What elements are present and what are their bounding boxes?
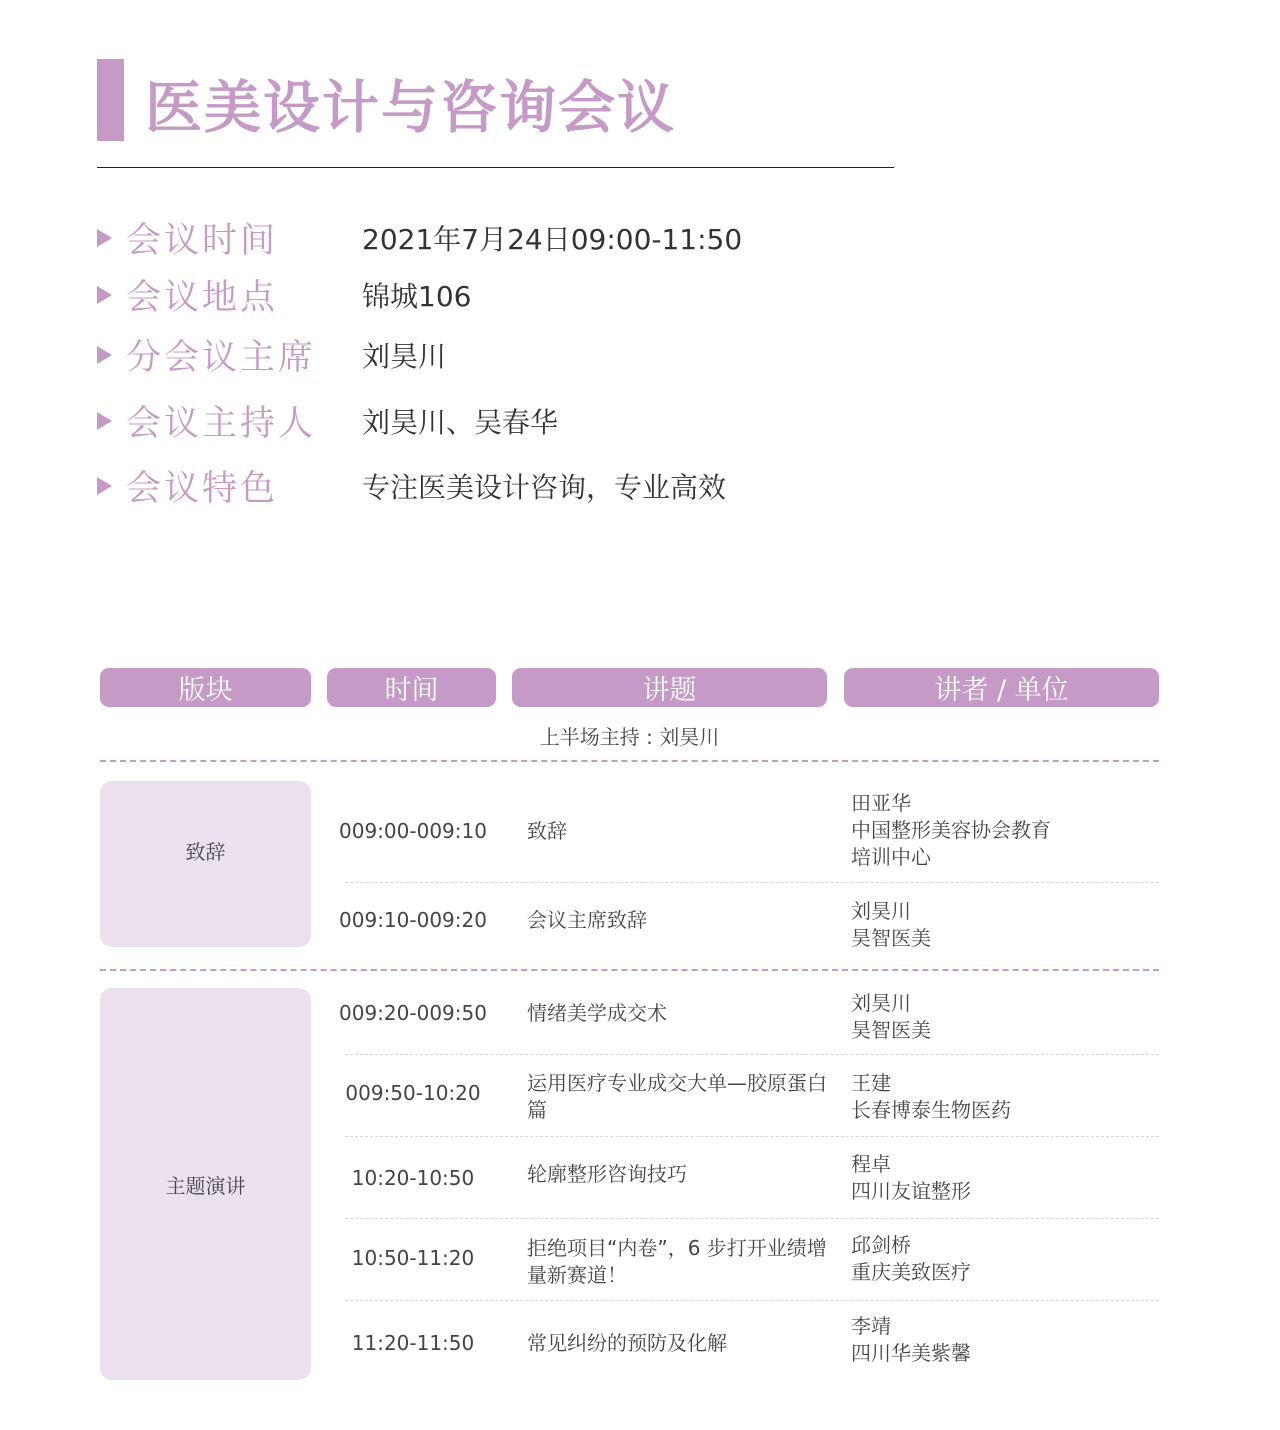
speaker-name: 刘昊川 [851,899,911,923]
triangle-bullet-icon [97,346,112,364]
block-name: 致辞 [185,839,226,864]
speaker-org: 四川华美紫馨 [851,1341,971,1365]
section-divider [100,760,1159,762]
row-speaker [851,790,1151,871]
title-divider [97,167,894,168]
info-label: 会议主持人 [126,404,317,444]
row-topic: 情绪美学成交术 [527,1001,667,1025]
info-label: 分会议主席 [126,338,317,378]
row-topic: 运用医疗专业成交大单—胶原蛋白篇 [527,1071,827,1122]
info-value: 专注医美设计咨询，专业高效 [362,471,727,504]
info-row-feature [97,461,726,511]
row-speaker [851,990,1151,1044]
info-value: 刘昊川 [362,340,447,373]
triangle-bullet-icon [97,477,112,495]
row-speaker [851,1232,1151,1286]
row-divider [345,1300,1159,1301]
header-speaker: 讲者 / 单位 [844,668,1159,707]
row-time: 009:50-10:20 [345,1081,481,1105]
speaker-name: 邱剑桥 [851,1233,911,1257]
block-label [100,988,311,1380]
row-topic: 致辞 [527,819,567,843]
header-topic: 讲题 [512,668,827,707]
row-time: 009:00-009:10 [339,819,487,843]
speaker-org: 培训中心 [851,845,931,869]
speaker-org: 长春博泰生物医药 [851,1098,1011,1122]
row-divider [345,882,1159,883]
triangle-bullet-icon [97,229,112,247]
row-topic: 拒绝项目“内卷”，6 步打开业绩增量新赛道！ [527,1236,827,1287]
block-label [100,781,311,947]
row-time: 10:50-11:20 [351,1246,475,1270]
info-row-chair [97,330,446,380]
row-speaker [851,1151,1151,1205]
row-time: 10:20-10:50 [351,1166,475,1190]
header-section: 版块 [100,668,311,707]
host-line: 上半场主持 : 刘昊川 [539,725,720,749]
speaker-name: 刘昊川 [851,991,911,1015]
speaker-org: 中国整形美容协会教育 [851,818,1051,842]
speaker-name: 程卓 [851,1152,891,1176]
info-row-venue [97,270,471,320]
page-title: 医美设计与咨询会议 [145,75,676,141]
row-time: 009:20-009:50 [339,1001,487,1025]
row-time: 009:10-009:20 [339,908,487,932]
row-divider [345,1054,1159,1055]
triangle-bullet-icon [97,286,112,304]
speaker-org: 昊智医美 [851,926,931,950]
row-topic: 会议主席致辞 [527,908,647,932]
info-value: 刘昊川、吴春华 [362,406,559,439]
row-topic: 常见纠纷的预防及化解 [527,1331,727,1355]
speaker-org: 四川友谊整形 [851,1179,971,1203]
info-label: 会议特色 [126,469,279,509]
row-divider [345,1218,1159,1219]
row-topic: 轮廓整形咨询技巧 [527,1162,687,1186]
speaker-org: 昊智医美 [851,1018,931,1042]
info-row-time [97,213,742,263]
info-label: 会议地点 [126,278,279,318]
row-divider [345,1136,1159,1137]
section-divider [100,969,1159,971]
row-speaker [851,1070,1151,1124]
row-speaker [851,898,1151,952]
info-label: 会议时间 [126,221,279,261]
speaker-name: 王建 [851,1071,891,1095]
speaker-org: 重庆美致医疗 [851,1260,971,1284]
block-name: 主题演讲 [165,1173,246,1198]
speaker-name: 李靖 [851,1314,891,1338]
header-time: 时间 [327,668,496,707]
info-value: 锦城106 [362,280,472,313]
row-time: 11:20-11:50 [351,1331,475,1355]
row-speaker [851,1313,1151,1367]
info-row-host [97,396,558,446]
title-accent-bar [97,59,124,141]
info-value: 2021年7月24日09:00-11:50 [362,223,743,256]
triangle-bullet-icon [97,412,112,430]
speaker-name: 田亚华 [851,791,911,815]
